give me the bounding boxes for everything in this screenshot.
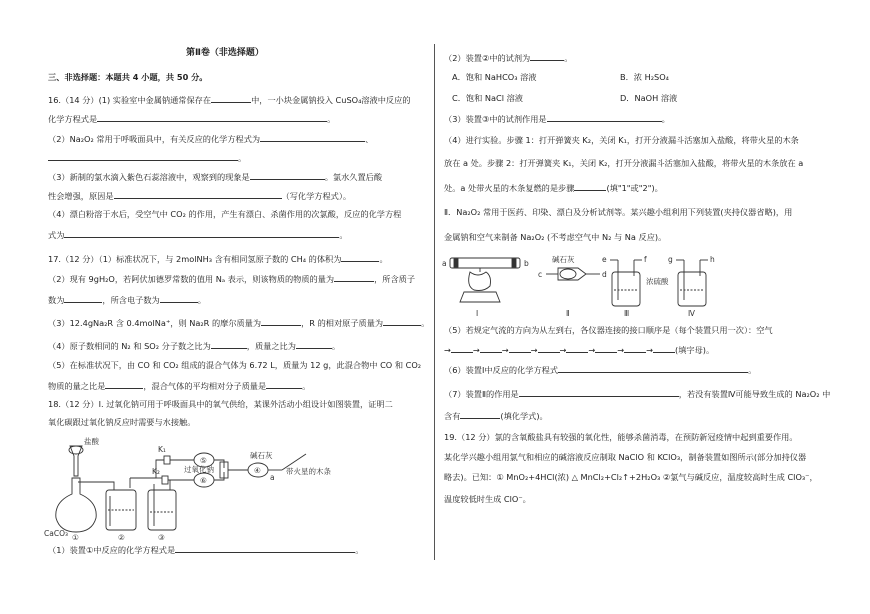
question-18-sub-3: （3）装置③中的试剂作用是 。 xyxy=(444,114,670,124)
question-18-sub-2: （2）装置②中的试剂为 。 xyxy=(444,53,573,63)
section-title: 第Ⅱ卷（非选择题） xyxy=(186,48,264,58)
apparatus-5-number: ⑤ xyxy=(200,456,207,465)
question-18-sub-4-line-2: 放在 a 处。步骤 2：打开弹簧夹 K₁，关闭 K₂，打开分液漏斗活塞加入盐酸，将带火星的木条放在 a xyxy=(444,158,804,168)
question-5-line-2: → → → → → → → → (填字母)。 xyxy=(444,345,715,355)
question-17-line-1: 17.（12 分）（1）标准状况下，与 2molNH₃ 含有相同氢原子数的 CH₄ 的体积为 。 xyxy=(48,254,388,264)
question-18-line-2: 氧化碳跟过氧化钠反应时需要与水接触。 xyxy=(48,417,196,427)
option-d: D．NaOH 溶液 xyxy=(620,93,678,103)
question-18-line-1: 18.（12 分）Ⅰ. 过氧化钠可用于呼吸面具中的氧气供给，某课外活动小组设计如图装置，证明二 xyxy=(48,399,393,409)
column-divider xyxy=(434,44,435,560)
question-5-line-1: （5）若规定气流的方向为从左到右，各仪器连接的接口顺序是（每个装置只用一次）：空气 xyxy=(444,325,773,335)
apparatus-2-number: ② xyxy=(118,533,125,542)
apparatus-I-label: Ⅰ xyxy=(476,309,479,318)
soda-lime-label: 碱石灰 xyxy=(250,451,273,460)
k1-label: K₁ xyxy=(158,445,166,454)
port-h-label: h xyxy=(710,255,715,264)
question-17-line-5: （4）原子数相同的 N₂ 和 SO₂ 分子数之比为 ，质量之比为 。 xyxy=(48,341,341,351)
port-g-label: g xyxy=(668,255,673,264)
part-ii-line-2: 金属钠和空气来制备 Na₂O₂ (不考虑空气中 N₂ 与 Na 反应)。 xyxy=(444,232,667,242)
question-16-line-3: （2）Na₂O₂ 常用于呼吸面具中，有关反应的化学方程式为 、 xyxy=(48,134,374,144)
conc-sulfuric-acid-label: 浓硫酸 xyxy=(646,277,669,286)
k2-label: K₂ xyxy=(152,467,160,476)
question-18-sub-4-line-3: 处。a 处带火星的木条复燃的是步骤 (填"1"或"2")。 xyxy=(444,183,663,193)
part-ii-line-1: Ⅱ．Na₂O₂ 常用于医药、印染、漂白及分析试剂等。某兴趣小组利用下列装置(夹持仪器省略)，用 xyxy=(444,207,793,217)
option-a: A．饱和 NaHCO₃ 溶液 xyxy=(452,72,537,82)
hcl-label: 盐酸 xyxy=(84,437,99,446)
question-16-line-3b: 。 xyxy=(48,152,246,164)
apparatus-1-number: ① xyxy=(72,533,79,542)
question-7-line-2: 含有 (填化学式)。 xyxy=(444,411,548,421)
question-17-line-6: （5）在标准状况下，由 CO 和 CO₂ 组成的混合气体为 6.72 L，质量为 12 g，此混合物中 CO 和 CO₂ xyxy=(48,360,422,370)
question-6: （6）装置Ⅰ中反应的化学方程式 。 xyxy=(444,365,757,375)
port-e-label: e xyxy=(602,255,607,264)
port-c-label: c xyxy=(538,270,543,279)
apparatus-6-number: ⑥ xyxy=(200,476,207,485)
question-16-line-1: 16.（14 分）(1) 实验室中金属钠通常保存在 中，一小块金属钠投入 CuSO₄溶液中反应的 xyxy=(48,95,411,105)
option-c: C．饱和 NaCl 溶液 xyxy=(452,93,523,103)
question-18-sub-4-line-1: （4）进行实验。步骤 1：打开弹簧夹 K₂，关闭 K₁，打开分液漏斗活塞加入盐酸，将带火星的木条 xyxy=(444,135,799,145)
question-16-line-5: 性会增强，原因是 （写化学方程式）。 xyxy=(48,191,352,201)
na2o2-preparation-apparatus-diagram xyxy=(440,250,860,322)
apparatus-3-number: ③ xyxy=(158,533,165,542)
question-17-line-2: （2）现有 9gH₂O，若阿伏加德罗常数的值用 Nₐ 表示，则该物质的物质的量为 ，所含质子 xyxy=(48,274,416,284)
apparatus-II-label: Ⅱ xyxy=(566,309,570,318)
port-a-label: a xyxy=(442,259,447,268)
apparatus-IV-label: Ⅳ xyxy=(688,309,695,318)
glowing-splint-label: 带火星的木条 xyxy=(286,467,331,476)
question-17-line-4: （3）12.4gNa₂R 含 0.4molNa⁺，则 Na₂R 的摩尔质量为 ，R 的相对原子质量为 。 xyxy=(48,318,430,328)
question-19-line-3: 略去)。已知：① MnO₂+4HCl(浓) △ MnCl₂+Cl₂↑+2H₂O₃ ②氯气与碱反应，温度较高时生成 ClO₃⁻， xyxy=(444,472,818,482)
caco3-label: CaCO₃ xyxy=(44,529,68,538)
sodium-peroxide-label: 过氧化钠 xyxy=(184,465,214,474)
question-16-line-6: （4）漂白粉溶于水后，受空气中 CO₂ 的作用，产生有漂白、杀菌作用的次氯酸，反应的化学方程 xyxy=(48,209,402,219)
co2-na2o2-apparatus-diagram xyxy=(44,432,374,542)
soda-lime-label-2: 碱石灰 xyxy=(552,255,575,264)
question-17-line-7: 物质的量之比是 ，混合气体的平均相对分子质量是 。 xyxy=(48,381,311,391)
question-7-line-1: （7）装置Ⅱ的作用是 ，若没有装置Ⅳ可能导致生成的 Na₂O₂ 中 xyxy=(444,389,831,399)
section-heading: 三、非选择题：本题共 4 小题，共 50 分。 xyxy=(48,72,208,82)
question-17-line-3: 数为 ，所含电子数为 。 xyxy=(48,295,206,305)
port-b-label: b xyxy=(524,259,529,268)
apparatus-III-label: Ⅲ xyxy=(624,309,630,318)
question-16-line-7: 式为 。 xyxy=(48,230,348,240)
port-f-label: f xyxy=(644,255,647,264)
port-d-label: d xyxy=(602,270,607,279)
point-a-label: a xyxy=(270,473,275,482)
question-19-line-4: 温度较低时生成 ClO⁻。 xyxy=(444,494,531,504)
question-18-sub-1: （1）装置①中反应的化学方程式是 。 xyxy=(48,545,364,555)
option-b: B．浓 H₂SO₄ xyxy=(620,72,669,82)
question-19-line-1: 19.（12 分）氯的含氧酸盐具有较强的氧化性，能够杀菌消毒，在预防新冠疫情中起到重要作用。 xyxy=(444,432,798,442)
question-16-line-2: 化学方程式是 。 xyxy=(48,114,336,124)
question-19-line-2: 某化学兴趣小组用氯气和相应的碱溶液反应制取 NaClO 和 KClO₃，制备装置如图所示(部分加持仪器 xyxy=(444,452,807,462)
question-16-line-4: （3）新制的氯水滴入紫色石蕊溶液中，观察到的现象是 。氯水久置后酸 xyxy=(48,172,383,182)
apparatus-4-number: ④ xyxy=(254,466,261,475)
